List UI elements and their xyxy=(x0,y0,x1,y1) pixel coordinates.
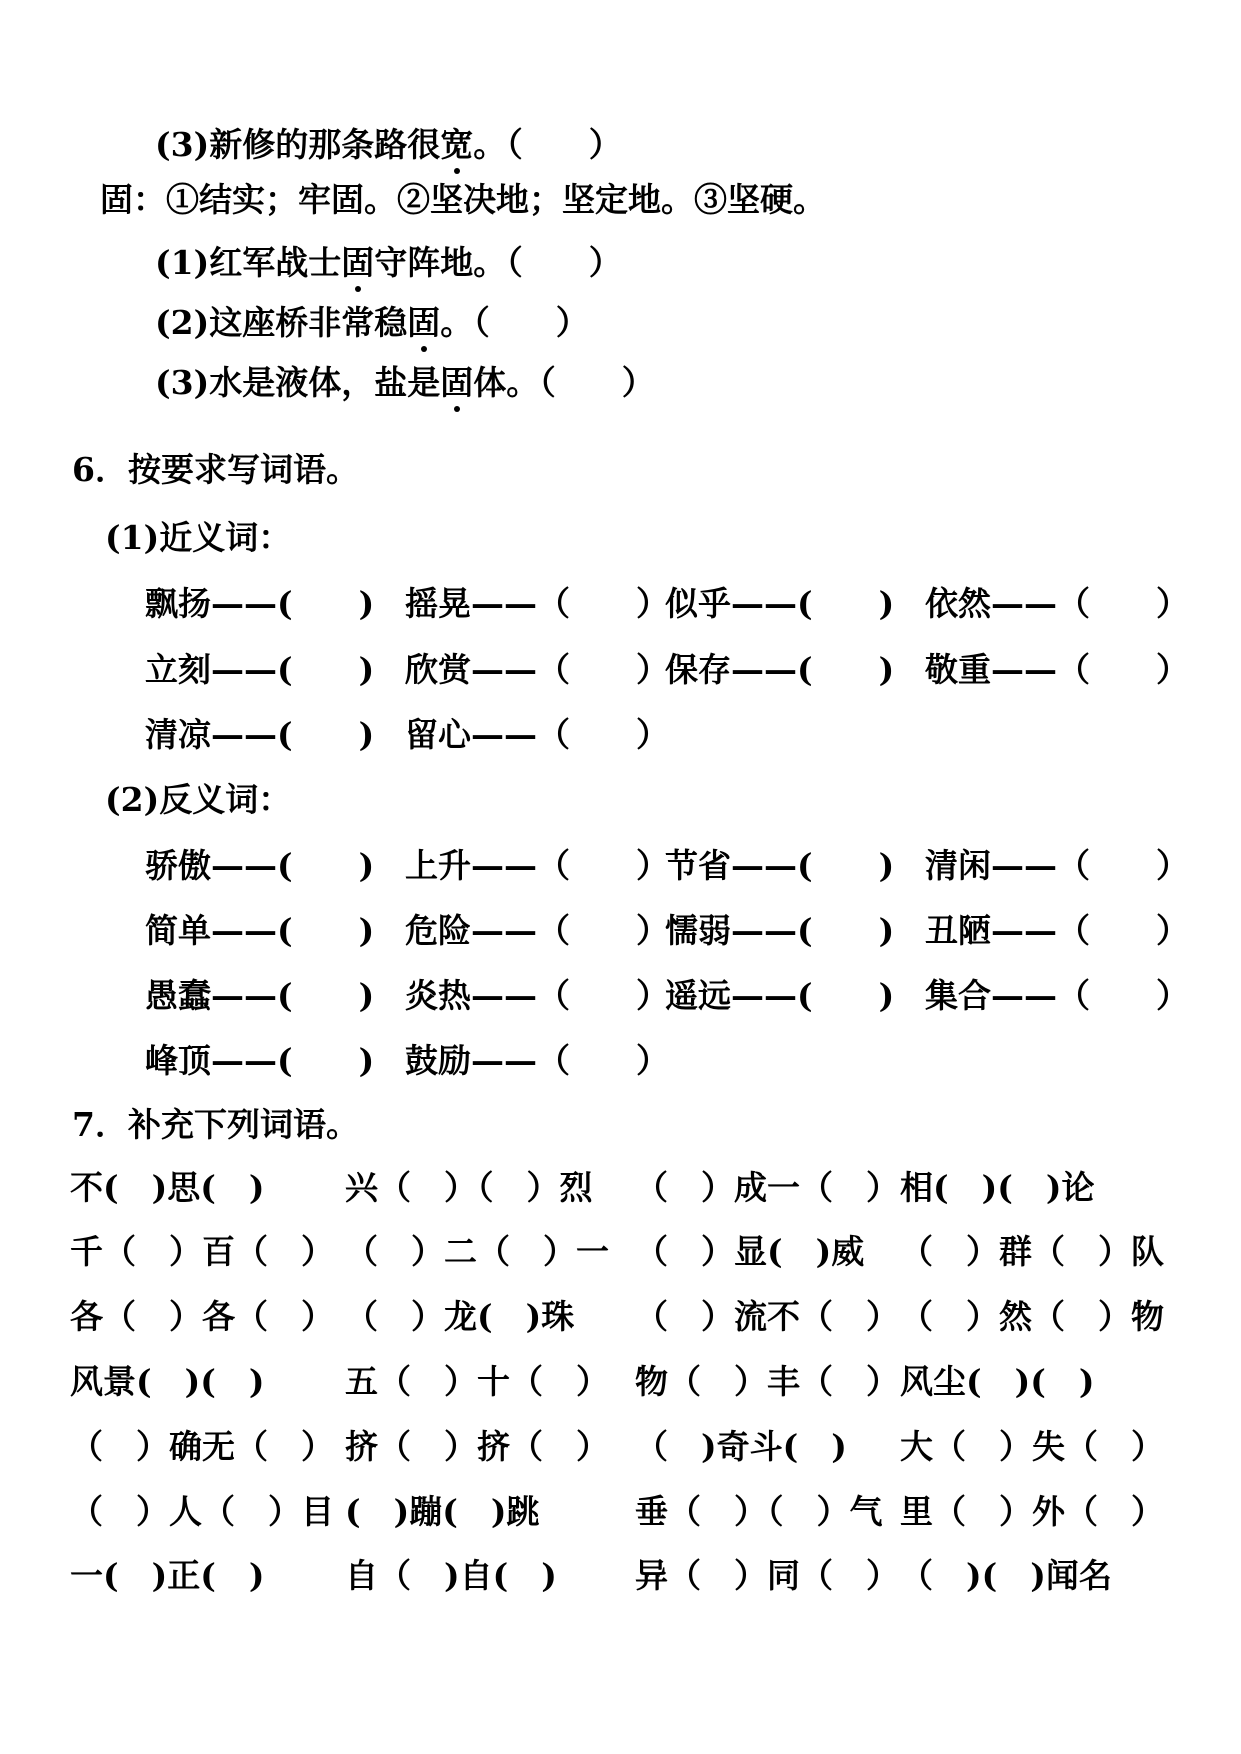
idiom-row xyxy=(70,1297,1164,1337)
idiom-blank: 自（ )自( ) xyxy=(345,1556,557,1595)
blank-item: 立刻——( ) xyxy=(145,650,375,689)
idiom-blank: 相( )( )论 xyxy=(900,1168,1095,1207)
idiom-blank: ( )蹦( )跳 xyxy=(345,1492,540,1531)
blank-item: 骄傲——( ) xyxy=(145,846,375,885)
sentence-pre: (1)红军战士 xyxy=(155,243,342,282)
synonym-row xyxy=(145,715,925,755)
idiom-blank: （ )奇斗( ) xyxy=(635,1427,847,1466)
idiom-blank: （ ）成一（ ） xyxy=(635,1168,899,1207)
blank-item: 遥远——( ) xyxy=(665,976,895,1015)
idiom-blank: 五（ ）十（ ） xyxy=(345,1362,609,1401)
blank-item: 飘扬——( ) xyxy=(145,584,375,623)
idiom-blank: 物（ ）丰（ ） xyxy=(635,1362,899,1401)
blank-item xyxy=(665,1041,925,1081)
idiom-row xyxy=(70,1556,1112,1596)
blank-item: 清闲——（ ） xyxy=(925,846,1189,885)
emphasized-char: 固 xyxy=(440,363,474,402)
sentence-pre: (3)新修的那条路很 xyxy=(155,125,441,164)
idiom-row xyxy=(70,1168,1094,1208)
blank-item: 简单——( ) xyxy=(145,911,375,950)
idiom-blank: 不( )思( ) xyxy=(70,1168,265,1207)
antonym-row xyxy=(145,976,1189,1016)
blank-item: 欣赏——（ ） xyxy=(405,650,669,689)
blank-item: 鼓励——（ ） xyxy=(405,1041,669,1080)
gu-item-2 xyxy=(155,303,589,343)
blank-item: 节省——( ) xyxy=(665,846,895,885)
question-7-title: 7．补充下列词语。 xyxy=(72,1105,359,1144)
idiom-blank: 风尘( )( ) xyxy=(900,1362,1095,1401)
sentence-post: 。（ ） xyxy=(440,303,589,342)
blank-item: 愚蠢——( ) xyxy=(145,976,375,1015)
idiom-blank: 挤（ ）挤（ ） xyxy=(345,1427,609,1466)
idiom-blank: 风景( )( ) xyxy=(70,1362,265,1401)
blank-item: 留心——（ ） xyxy=(405,715,669,754)
emphasized-char: 固 xyxy=(407,303,441,342)
synonyms-label: (1)近义词： xyxy=(105,518,292,557)
idiom-blank: 兴（ ）（ ）烈 xyxy=(345,1168,593,1207)
idiom-row xyxy=(70,1232,1164,1272)
blank-item: 懦弱——( ) xyxy=(665,911,895,950)
idiom-blank: 一( )正( ) xyxy=(70,1556,265,1595)
sentence-kuan xyxy=(155,125,622,165)
blank-item: 保存——( ) xyxy=(665,650,895,689)
blank-item xyxy=(665,715,925,755)
antonym-row xyxy=(145,846,1189,886)
blank-item: 炎热——（ ） xyxy=(405,976,669,1015)
idiom-blank: （ ）人（ ）目 xyxy=(70,1492,334,1531)
blank-item: 清凉——( ) xyxy=(145,715,375,754)
idiom-blank: （ ）然（ ）物 xyxy=(900,1297,1164,1336)
idiom-blank: （ )( )闻名 xyxy=(900,1556,1112,1595)
idiom-row xyxy=(70,1427,1164,1467)
emphasized-char: 宽 xyxy=(440,125,474,164)
idiom-blank: 各（ ）各（ ） xyxy=(70,1297,334,1336)
idiom-blank: （ ）二（ ）一 xyxy=(345,1232,609,1271)
antonyms-label: (2)反义词： xyxy=(105,780,292,819)
gu-item-1 xyxy=(155,243,622,283)
blank-item: 依然——（ ） xyxy=(925,584,1189,623)
antonym-row xyxy=(145,1041,925,1081)
blank-item: 集合——（ ） xyxy=(925,976,1189,1015)
gu-definition: 固：①结实；牢固。②坚决地；坚定地。③坚硬。 xyxy=(100,180,826,219)
idiom-blank: 大（ ）失（ ） xyxy=(900,1427,1164,1466)
synonym-row xyxy=(145,584,1189,624)
question-6-title: 6．按要求写词语。 xyxy=(72,450,359,489)
idiom-blank: 异（ ）同（ ） xyxy=(635,1556,899,1595)
blank-item: 危险——（ ） xyxy=(405,911,669,950)
blank-item: 丑陋——（ ） xyxy=(925,911,1189,950)
idiom-blank: （ ）确无（ ） xyxy=(70,1427,334,1466)
blank-item: 峰顶——( ) xyxy=(145,1041,375,1080)
blank-item: 摇晃——（ ） xyxy=(405,584,669,623)
blank-item: 似乎——( ) xyxy=(665,584,895,623)
idiom-blank: （ ）群（ ）队 xyxy=(900,1232,1164,1271)
blank-item: 敬重——（ ） xyxy=(925,650,1189,689)
idiom-blank: 里（ ）外（ ） xyxy=(900,1492,1164,1531)
emphasized-char: 固 xyxy=(341,243,375,282)
idiom-blank: （ ）龙( )珠 xyxy=(345,1297,575,1336)
sentence-pre: (2)这座桥非常稳 xyxy=(155,303,408,342)
antonym-row xyxy=(145,911,1189,951)
sentence-post: 。（ ） xyxy=(473,125,622,164)
sentence-post: 守阵地。（ ） xyxy=(374,243,622,282)
idiom-blank: 千（ ）百（ ） xyxy=(70,1232,334,1271)
blank-item: 上升——（ ） xyxy=(405,846,669,885)
sentence-pre: (3)水是液体，盐是 xyxy=(155,363,441,402)
idiom-blank: （ ）显( )威 xyxy=(635,1232,865,1271)
sentence-post: 体。（ ） xyxy=(473,363,655,402)
idiom-blank: 垂（ ）（ ）气 xyxy=(635,1492,883,1531)
synonym-row xyxy=(145,650,1189,690)
idiom-blank: （ ）流不（ ） xyxy=(635,1297,899,1336)
idiom-row xyxy=(70,1362,1094,1402)
idiom-row xyxy=(70,1492,1164,1532)
gu-item-3 xyxy=(155,363,655,403)
